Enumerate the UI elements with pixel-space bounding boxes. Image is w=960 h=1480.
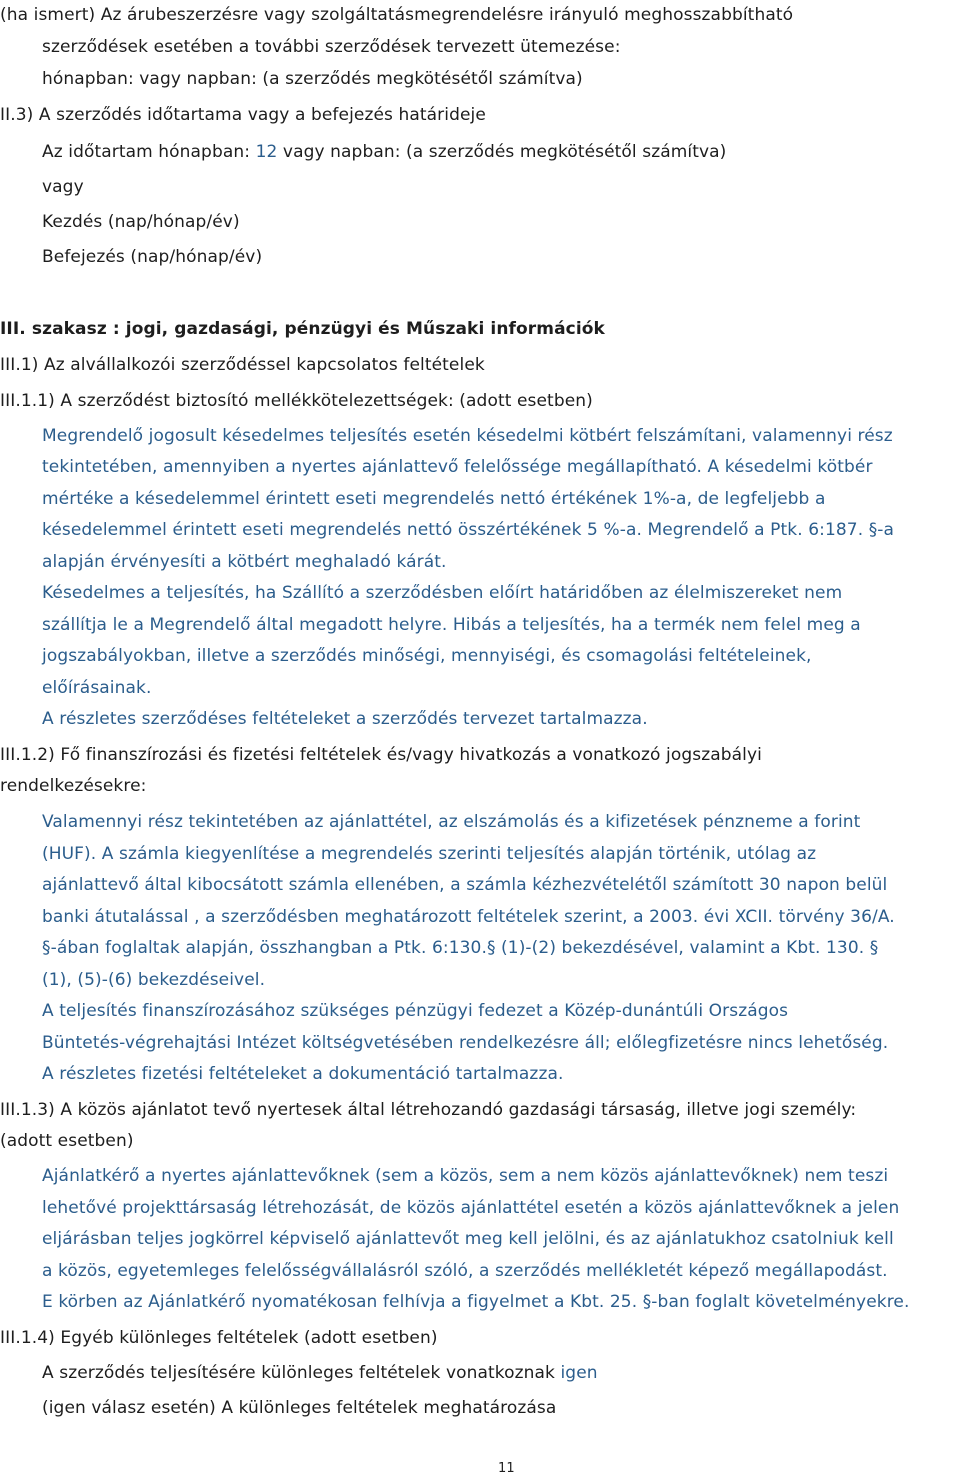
- text-line: [42, 68, 583, 90]
- text-line: [0, 354, 485, 376]
- line-text: mértéke a késedelemmel érintett eseti megrendelés nettó értékének 1%-a, de legfeljebb a: [42, 489, 826, 509]
- text-line: [0, 1327, 438, 1349]
- text-line: [42, 937, 878, 959]
- text-line: [42, 1000, 788, 1022]
- text-line: [42, 677, 151, 699]
- text-line: [42, 519, 894, 541]
- text-line: [42, 488, 825, 510]
- page-number: 11: [498, 1461, 515, 1476]
- text-line: [42, 1362, 598, 1384]
- line-text: (HUF). A számla kiegyenlítése a megrendelés szerinti teljesítés alapján történik, utólag az: [42, 844, 817, 864]
- text-line: [0, 104, 486, 126]
- line-text: §-ában foglaltak alapján, összhangban a Ptk. 6:130.§ (1)-(2) bekezdésével, valamint a Kbt. 130. §: [42, 938, 879, 958]
- text-line: [42, 614, 861, 636]
- text-line: [0, 318, 605, 340]
- text-line: [42, 1397, 556, 1419]
- line-text: ajánlattevő által kibocsátott számla ellenében, a számla kézhezvételétől számított 30 napon belül: [42, 875, 888, 895]
- text-line: [0, 390, 593, 412]
- line-text: E körben az Ajánlatkérő nyomatékosan felhívja a figyelmet a Kbt. 25. §-ban foglalt követelményekre.: [42, 1292, 910, 1312]
- text-line: [42, 36, 621, 58]
- line-text: Büntetés-végrehajtási Intézet költségvetésében rendelkezésre áll; előlegfizetésre nincs lehetőség.: [42, 1033, 889, 1053]
- line-text: rendelkezésekre:: [0, 776, 147, 796]
- line-text: Az időtartam hónapban:: [42, 142, 256, 162]
- line-text: A részletes fizetési feltételeket a dokumentáció tartalmazza.: [42, 1064, 564, 1084]
- line-text: (ha ismert) Az árubeszerzésre vagy szolgáltatásmegrendelésre irányuló meghosszabbítható: [0, 5, 794, 25]
- text-line: [42, 456, 873, 478]
- text-line: [42, 176, 84, 198]
- line-text: A szerződés teljesítésére különleges feltételek vonatkoznak: [42, 1363, 561, 1383]
- text-line: [42, 874, 887, 896]
- line-text: banki átutalással , a szerződésben meghatározott feltételek szerint, a 2003. évi XCII. törvény 36/A.: [42, 907, 895, 927]
- line-text: III.1) Az alvállalkozói szerződéssel kapcsolatos feltételek: [0, 355, 485, 375]
- line-text: Valamennyi rész tekintetében az ajánlattétel, az elszámolás és a kifizetések pénzneme a forint: [42, 812, 861, 832]
- line-text: III. szakasz : jogi, gazdasági, pénzügyi és Műszaki információk: [0, 319, 605, 339]
- text-line: [42, 141, 726, 163]
- text-line: [42, 1291, 910, 1313]
- line-text: (adott esetben): [0, 1131, 134, 1151]
- line-text: III.1.4) Egyéb különleges feltételek (adott esetben): [0, 1328, 438, 1348]
- line-text-rest: vagy napban: (a szerződés megkötésétől számítva): [277, 142, 727, 162]
- line-text: szerződések esetében a további szerződések tervezett ütemezése:: [42, 37, 621, 57]
- text-line: [42, 1063, 564, 1085]
- line-text: a közös, egyetemleges felelősségvállalásról szóló, a szerződés mellékletét képező megállapodást.: [42, 1261, 888, 1281]
- text-line: [42, 811, 860, 833]
- line-text: III.1.3) A közös ajánlatot tevő nyertesek által létrehozandó gazdasági társaság, illetve jogi személy:: [0, 1100, 857, 1120]
- text-line: [0, 1099, 856, 1121]
- text-line: [42, 969, 265, 991]
- text-line: [42, 843, 816, 865]
- line-text: szállítja le a Megrendelő által megadott helyre. Hibás a teljesítés, ha a termék nem felel meg a: [42, 615, 861, 635]
- text-line: [42, 551, 447, 573]
- line-text: A részletes szerződéses feltételeket a szerződés tervezet tartalmazza.: [42, 709, 648, 729]
- line-text: alapján érvényesíti a kötbért meghaladó kárát.: [42, 552, 447, 572]
- line-text: III.1.1) A szerződést biztosító mellékkötelezettségek: (adott esetben): [0, 391, 593, 411]
- line-text: Késedelmes a teljesítés, ha Szállító a szerződésben előírt határidőben az élelmiszereket nem: [42, 583, 843, 603]
- text-line: [42, 1197, 899, 1219]
- text-line: [42, 645, 812, 667]
- text-line: [42, 211, 240, 233]
- text-line: [42, 708, 648, 730]
- text-line: [42, 1165, 888, 1187]
- line-text: Ajánlatkérő a nyertes ajánlattevőknek (sem a közös, sem a nem közös ajánlattevőknek) nem teszi: [42, 1166, 889, 1186]
- line-text: (1), (5)-(6) bekezdéseivel.: [42, 970, 266, 990]
- line-text: késedelemmel érintett eseti megrendelés nettó összértékének 5 %-a. Megrendelő a Ptk. 6:187. §-a: [42, 520, 895, 540]
- text-line: [42, 1032, 888, 1054]
- text-line: [42, 906, 895, 928]
- text-line: [42, 1260, 888, 1282]
- line-text: előírásainak.: [42, 678, 152, 698]
- line-text: eljárásban teljes jogkörrel képviselő ajánlattevőt meg kell jelölni, és az ajánlatukhoz csatolniuk kell: [42, 1229, 894, 1249]
- line-text: Befejezés (nap/hónap/év): [42, 247, 263, 267]
- filled-value: igen: [560, 1363, 598, 1383]
- text-line: [42, 246, 262, 268]
- line-text: vagy: [42, 177, 84, 197]
- line-text: Kezdés (nap/hónap/év): [42, 212, 240, 232]
- filled-value: 12: [255, 142, 278, 162]
- text-line: [42, 425, 893, 447]
- line-text: A teljesítés finanszírozásához szükséges pénzügyi fedezet a Közép-dunántúli Országos: [42, 1001, 789, 1021]
- line-text: III.1.2) Fő finanszírozási és fizetési feltételek és/vagy hivatkozás a vonatkozó jogszabályi: [0, 745, 762, 765]
- line-text: hónapban: vagy napban: (a szerződés megkötésétől számítva): [42, 69, 583, 89]
- text-line: [42, 1228, 894, 1250]
- line-text: lehetővé projekttársaság létrehozását, de közös ajánlattétel esetén a közös ajánlattevőknek a jelen: [42, 1198, 900, 1218]
- text-line: [0, 744, 762, 766]
- text-line: [0, 4, 793, 26]
- text-line: [42, 582, 842, 604]
- line-text: (igen válasz esetén) A különleges feltételek meghatározása: [42, 1398, 557, 1418]
- line-text: jogszabályokban, illetve a szerződés minőségi, mennyiségi, és csomagolási feltételeinek,: [42, 646, 812, 666]
- text-line: [0, 775, 146, 797]
- line-text: II.3) A szerződés időtartama vagy a befejezés határideje: [0, 105, 486, 125]
- line-text: tekintetében, amennyiben a nyertes ajánlattevő felelőssége megállapítható. A késedelmi kötbér: [42, 457, 873, 477]
- line-text: Megrendelő jogosult késedelmes teljesítés esetén késedelmi kötbért felszámítani, valamennyi rész: [42, 426, 893, 446]
- text-line: [0, 1130, 134, 1152]
